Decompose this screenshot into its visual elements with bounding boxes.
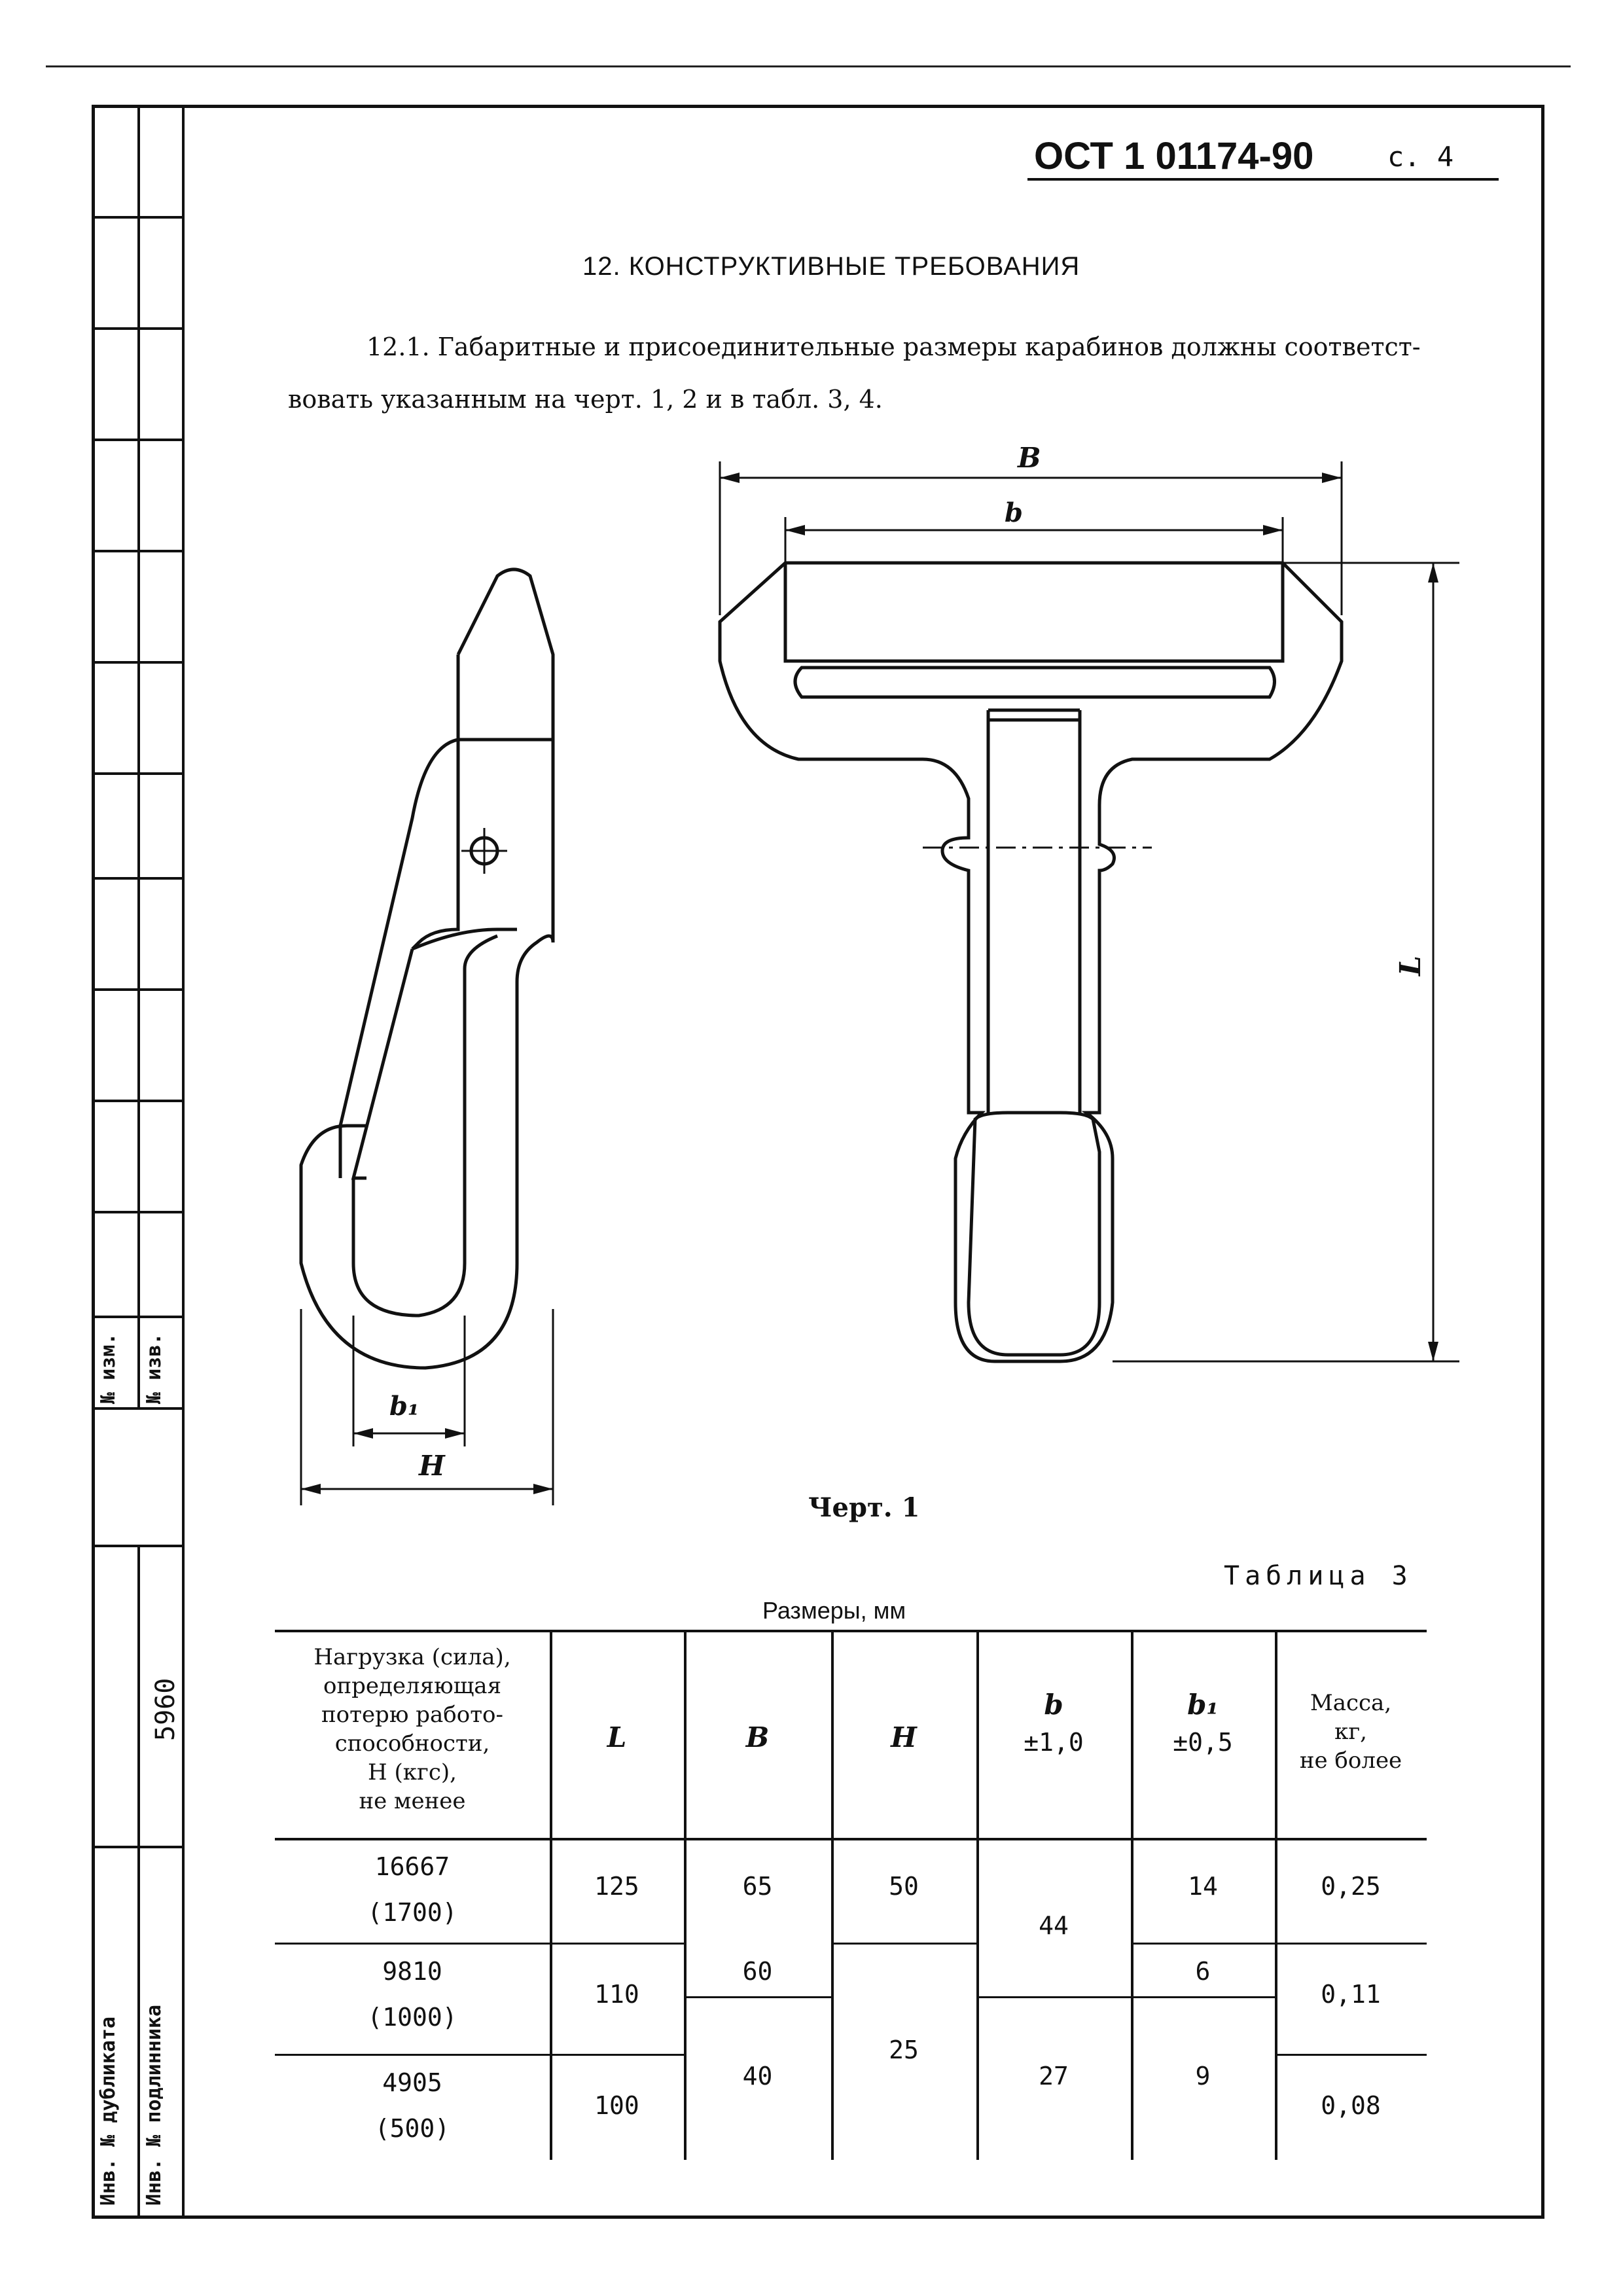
drawing-caption: Черт. 1 [808,1492,920,1523]
dim-label-b: b [1005,497,1023,528]
margin-divider [92,1846,185,1848]
header-H: H [891,1721,917,1753]
row2-B: 60 [742,1957,773,1986]
margin-dubl: Инв. № дубликата [97,2017,120,2206]
margin-izv: № изв. [143,1333,166,1404]
row1-B: 65 [742,1872,773,1901]
b-value-27: 27 [1039,2062,1069,2090]
row2-L: 110 [594,1980,639,2009]
margin-divider [137,1545,140,2219]
carabiner-front-outline [720,563,1342,1361]
section-title: 12. КОНСТРУКТИВНЫЕ ТРЕБОВАНИЯ [582,252,1080,281]
page-number: с. 4 [1387,141,1454,173]
header-L: L [607,1721,627,1753]
dim-label-b1: b₁ [389,1391,419,1422]
row3-b1: 9 [1195,2062,1211,2090]
header-b: b [1044,1689,1063,1721]
top-rule [46,65,1571,67]
header-B: B [745,1721,770,1753]
header-b-tolerance: ±1,0 [1024,1728,1084,1757]
row2-mass: 0,11 [1321,1980,1381,2009]
table-caption: Таблица 3 [1224,1561,1413,1591]
row1-b1: 14 [1188,1872,1218,1901]
row3-B: 40 [742,2062,773,2090]
row1-load-kgf: (1700) [367,1898,457,1927]
dim-label-H: H [419,1450,445,1482]
hook-side-outline [301,569,553,1368]
table-units: Размеры, мм [762,1597,906,1624]
row2-b1: 6 [1195,1957,1211,1986]
row1-mass: 0,25 [1321,1872,1381,1901]
margin-divider [182,1407,185,2219]
b-value-44: 44 [1039,1911,1069,1940]
row2-load: 9810 [382,1957,442,1986]
row3-load: 4905 [382,2068,442,2097]
dimensions-table [275,1630,1427,2160]
row1-H: 50 [889,1872,919,1901]
row3-load-kgf: (500) [374,2114,450,2143]
paragraph-line-1: 12.1. Габаритные и присоединительные размеры карабинов должны соответст- [366,332,1421,361]
header-b1-tolerance: ±0,5 [1173,1728,1233,1757]
H-value-25: 25 [889,2036,919,2064]
header-underline [1027,178,1499,181]
paragraph-line-2: вовать указанным на черт. 1, 2 и в табл. 3, 4. [288,385,883,414]
row3-L: 100 [594,2091,639,2120]
margin-code: 5960 [151,1677,181,1741]
document-number: ОСТ 1 01174-90 [1034,135,1314,177]
header-load: Нагрузка (сила), определяющая потерю работо- способности, Н (кгс), не менее [313,1644,511,1814]
header-mass: Масса, кг, не более [1299,1690,1402,1774]
carabiner-drawing [275,432,1518,1532]
row1-load: 16667 [374,1852,450,1881]
dim-label-B: B [1018,442,1041,474]
dim-label-L: L [1393,956,1427,976]
row3-mass: 0,08 [1321,2091,1381,2120]
row1-L: 125 [594,1872,639,1901]
header-b1: b₁ [1187,1689,1219,1721]
margin-podl: Инв. № подлинника [143,2004,166,2206]
margin-divider [92,1407,185,1410]
row2-load-kgf: (1000) [367,2003,457,2032]
margin-izm: № изм. [97,1333,120,1404]
